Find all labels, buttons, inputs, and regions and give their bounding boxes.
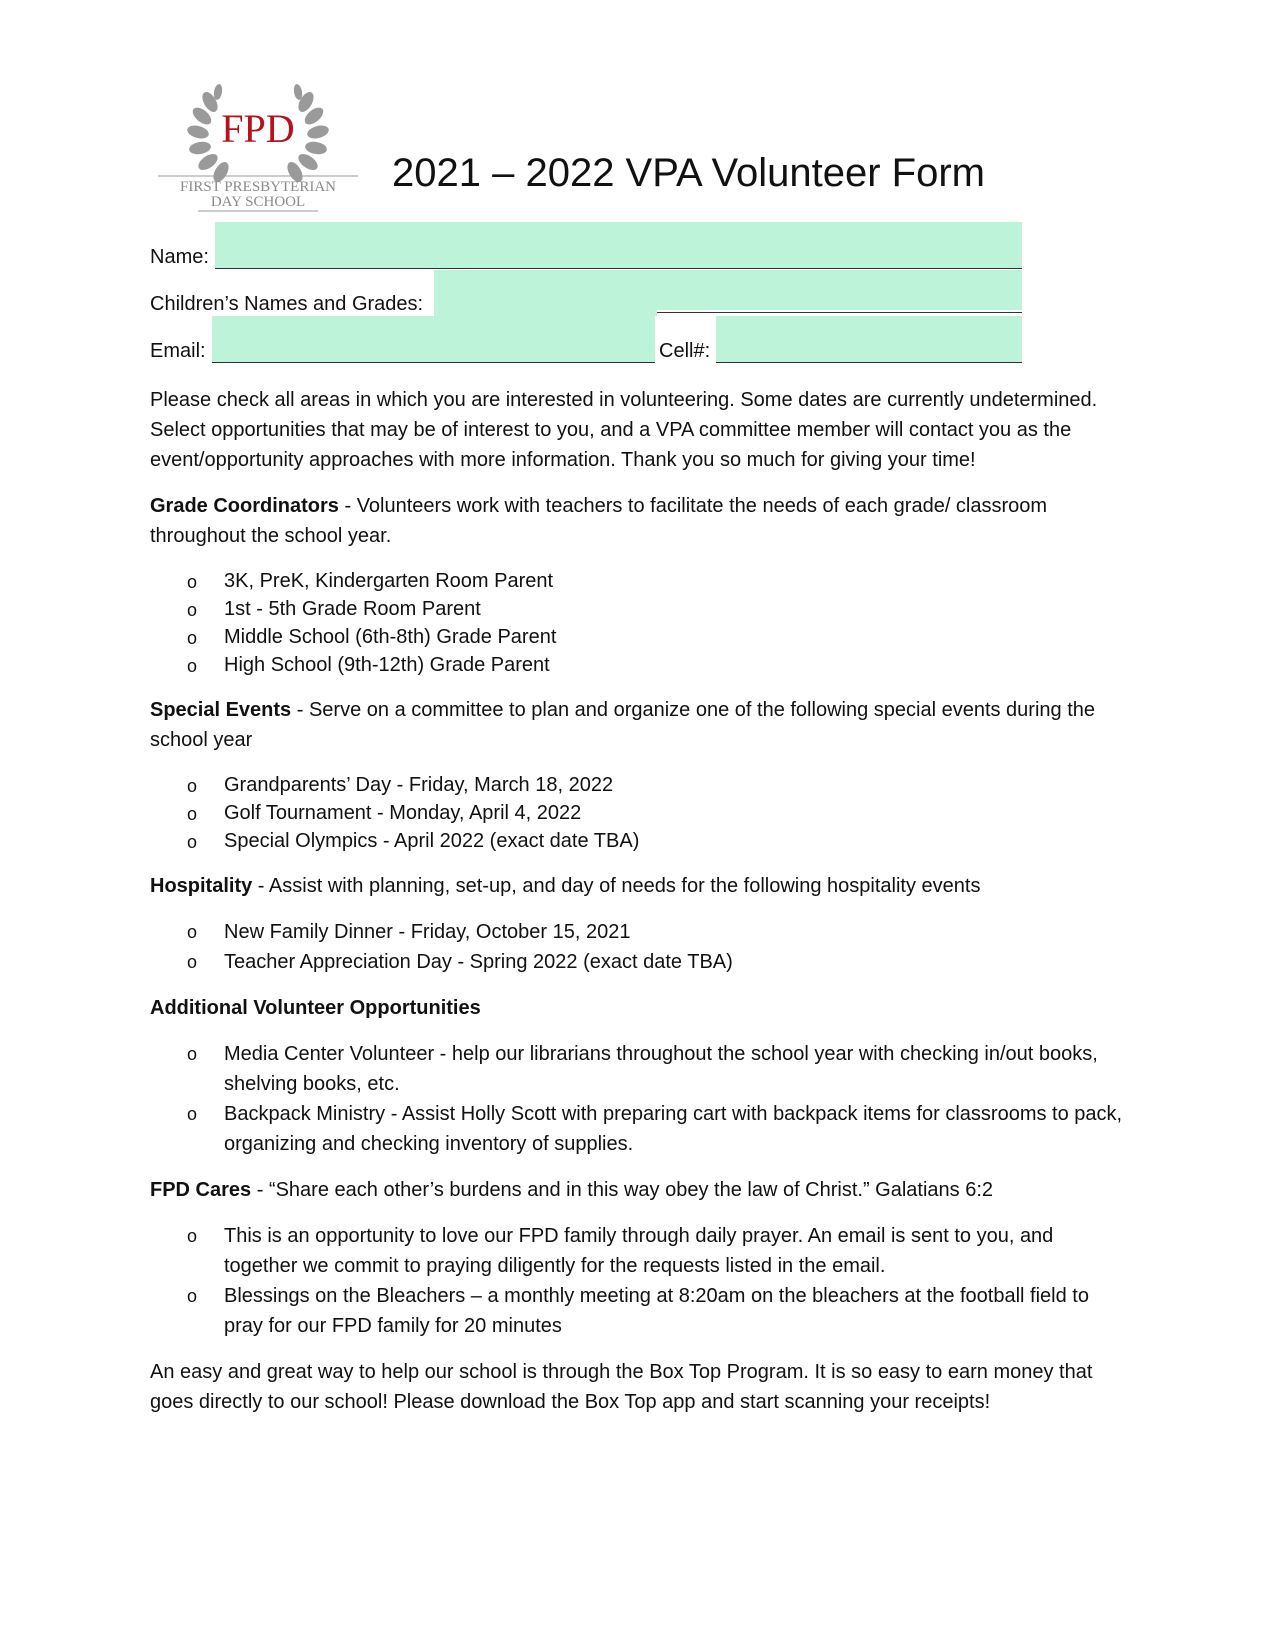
email-underline: [212, 362, 655, 363]
checkbox-circle-icon[interactable]: o: [187, 600, 198, 620]
document-body: [150, 385, 1125, 1433]
logo-line-2: DAY SCHOOL: [210, 194, 306, 210]
list-item[interactable]: o Grandparents’ Day - Friday, March 18, 2022: [150, 771, 1125, 799]
special-section-intro: [150, 695, 1125, 755]
grade-options-list: [150, 567, 1125, 679]
checkbox-circle-icon[interactable]: o: [187, 952, 198, 972]
name-field[interactable]: [215, 222, 1022, 269]
grade-description: - Volunteers work with teachers to facilitate the needs of each grade/ classroom throughout the school year.: [150, 495, 1048, 547]
grade-section-intro: [150, 491, 1125, 551]
checkbox-circle-icon[interactable]: o: [187, 776, 198, 796]
hospitality-heading: Hospitality: [150, 875, 253, 897]
email-label: Email:: [150, 340, 206, 362]
checkbox-circle-icon[interactable]: o: [187, 656, 198, 676]
list-item[interactable]: o High School (9th-12th) Grade Parent: [150, 651, 1125, 679]
children-underline: [657, 312, 1022, 313]
cares-section-intro: [150, 1175, 1125, 1205]
checkbox-circle-icon[interactable]: o: [187, 832, 198, 852]
list-item[interactable]: o 1st - 5th Grade Room Parent: [150, 595, 1125, 623]
logo-initials: FPD: [221, 106, 295, 151]
cares-options-list: [150, 1221, 1125, 1341]
list-item[interactable]: o Blessings on the Bleachers – a monthly meeting at 8:20am on the bleachers at the football field to pray for our FPD family for 20 minutes: [150, 1281, 1125, 1341]
name-label: Name:: [150, 246, 209, 268]
checkbox-circle-icon[interactable]: o: [187, 804, 198, 824]
school-logo: [158, 78, 358, 213]
list-item[interactable]: o Teacher Appreciation Day - Spring 2022 (exact date TBA): [150, 947, 1125, 977]
special-heading: Special Events: [150, 699, 292, 721]
checkbox-circle-icon[interactable]: o: [187, 922, 198, 942]
children-label: Children’s Names and Grades:: [150, 293, 424, 315]
intro-paragraph: Please check all areas in which you are interested in volunteering. Some dates are currently undetermined. Select opportunities that may be of interest to you, and a VPA committee member will contact you as the event/opportunity approaches with more information. Thank you so much for giving your time!: [150, 389, 1098, 471]
cares-heading: FPD Cares: [150, 1179, 252, 1201]
cell-field[interactable]: [716, 316, 1022, 363]
email-field[interactable]: [212, 316, 655, 363]
checkbox-circle-icon[interactable]: o: [187, 1044, 198, 1064]
additional-section-intro: [150, 993, 1125, 1023]
list-item[interactable]: o New Family Dinner - Friday, October 15, 2021: [150, 917, 1125, 947]
logo-line-1: FIRST PRESBYTERIAN: [179, 179, 337, 195]
list-item[interactable]: o Special Olympics - April 2022 (exact date TBA): [150, 827, 1125, 855]
list-item[interactable]: o Media Center Volunteer - help our librarians throughout the school year with checking in/out books, shelving books, etc.: [150, 1039, 1125, 1099]
cares-description: - “Share each other’s burdens and in this way obey the law of Christ.” Galatians 6:2: [251, 1179, 994, 1201]
children-field-2[interactable]: [657, 270, 1022, 310]
checkbox-circle-icon[interactable]: o: [187, 1226, 198, 1246]
additional-options-list: [150, 1039, 1125, 1159]
checkbox-circle-icon[interactable]: o: [187, 572, 198, 592]
hospitality-options-list: [150, 917, 1125, 977]
cell-label: Cell#:: [659, 340, 711, 362]
additional-heading: Additional Volunteer Opportunities: [150, 997, 481, 1019]
special-description: - Serve on a committee to plan and organize one of the following special events during the school year: [150, 699, 1096, 751]
list-item[interactable]: o Backpack Ministry - Assist Holly Scott with preparing cart with backpack items for classrooms to pack, organizing and checking inventory of supplies.: [150, 1099, 1125, 1159]
list-item[interactable]: o This is an opportunity to love our FPD family through daily prayer. An email is sent to you, and together we commit to praying diligently for the requests listed in the email.: [150, 1221, 1125, 1281]
grade-heading: Grade Coordinators: [150, 495, 339, 517]
closing-paragraph: An easy and great way to help our school is through the Box Top Program. It is so easy to earn money that goes directly to our school! Please download the Box Top app and start scanning your receipts!: [150, 1361, 1093, 1413]
list-item[interactable]: o Golf Tournament - Monday, April 4, 2022: [150, 799, 1125, 827]
hospitality-section-intro: [150, 871, 1125, 901]
list-item[interactable]: o Middle School (6th-8th) Grade Parent: [150, 623, 1125, 651]
hospitality-description: - Assist with planning, set-up, and day of needs for the following hospitality events: [252, 875, 981, 897]
checkbox-circle-icon[interactable]: o: [187, 628, 198, 648]
cell-underline: [716, 362, 1022, 363]
name-underline: [215, 268, 1022, 269]
list-item[interactable]: o 3K, PreK, Kindergarten Room Parent: [150, 567, 1125, 595]
children-field-1[interactable]: [434, 270, 657, 316]
page-title: 2021 – 2022 VPA Volunteer Form: [392, 151, 985, 195]
checkbox-circle-icon[interactable]: o: [187, 1104, 198, 1124]
special-options-list: [150, 771, 1125, 855]
checkbox-circle-icon[interactable]: o: [187, 1286, 198, 1306]
